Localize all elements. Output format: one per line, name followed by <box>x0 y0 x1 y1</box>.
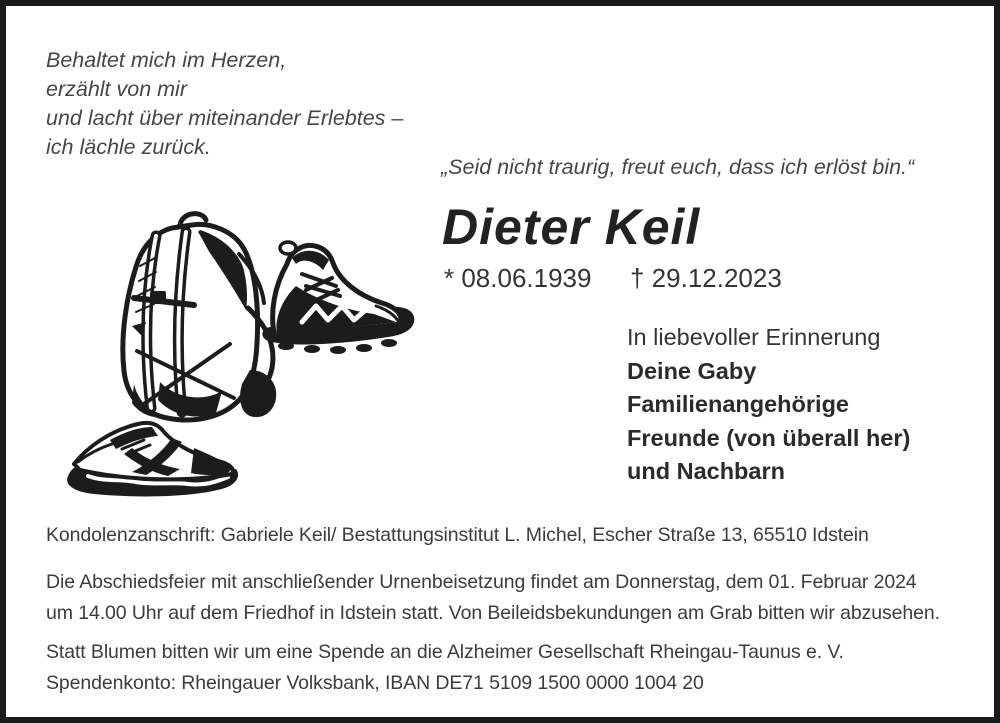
mourner-line: Deine Gaby <box>627 357 757 384</box>
poem-line: ich lächle zurück. <box>46 135 211 159</box>
mourner-line: und Nachbarn <box>627 458 785 484</box>
condolence-address-line: Kondolenzanschrift: Gabriele Keil/ Bestattungsinstitut L. Michel, Escher Straße 13, 65510 Idstein <box>46 524 869 546</box>
memorial-poem <box>46 46 403 162</box>
donation-line: Statt Blumen bitten wir um eine Spende an die Alzheimer Gesellschaft Rheingau-Taunus e. V. <box>46 641 844 663</box>
farewell-line: Die Abschiedsfeier mit anschließender Urnenbeisetzung findet am Donnerstag, dem 01. Februar 2024 <box>46 571 917 593</box>
mourners-block <box>627 321 910 489</box>
mourner-line: Freunde (von überall her) <box>627 424 911 451</box>
hiking-boot-sketch <box>262 242 414 354</box>
deceased-name: Dieter Keil <box>442 199 701 255</box>
poem-line: und lacht über miteinander Erlebtes – <box>46 106 404 130</box>
life-dates <box>444 263 864 295</box>
poem-line: Behaltet mich im Herzen, <box>46 48 287 72</box>
backpack-sketch <box>123 214 276 420</box>
running-shoe-sketch <box>67 423 238 497</box>
farewell-ceremony-paragraph <box>46 567 940 629</box>
poem-line: erzählt von mir <box>46 77 187 101</box>
hiking-gear-illustration <box>44 186 444 506</box>
donation-paragraph <box>46 637 844 699</box>
farewell-line: um 14.00 Uhr auf dem Friedhof in Idstein statt. Von Beileidsbekundungen am Grab bitten wir abzusehen. <box>46 602 940 624</box>
mourners-intro: In liebevoller Erinnerung <box>627 324 881 350</box>
mourner-line: Familienangehörige <box>627 391 849 417</box>
birth-date: * 08.06.1939 <box>444 263 592 293</box>
epitaph-quote: „Seid nicht traurig, freut euch, dass ich erlöst bin.“ <box>441 155 915 179</box>
donation-line: Spendenkonto: Rheingauer Volksbank, IBAN DE71 5109 1500 0000 1004 20 <box>46 672 704 694</box>
death-date: † 29.12.2023 <box>630 263 782 293</box>
